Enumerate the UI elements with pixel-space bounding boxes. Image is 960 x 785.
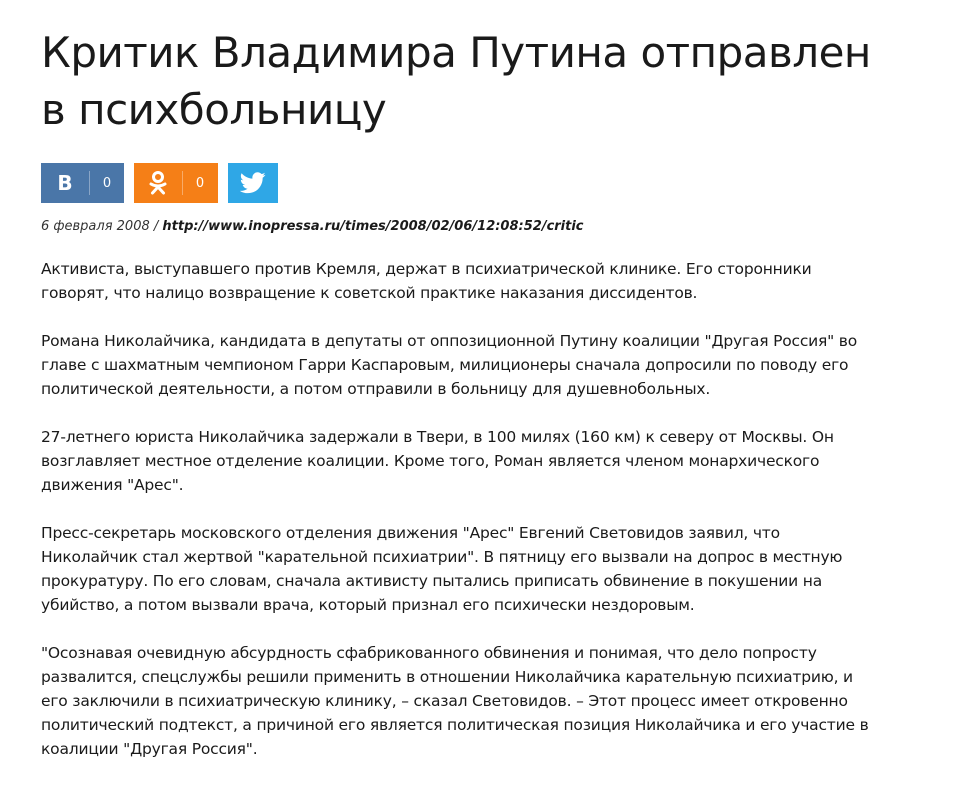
article-body <box>41 257 871 785</box>
vk-share-count: 0 <box>89 171 124 195</box>
meta-separator: / <box>153 219 159 234</box>
article-title: Критик Владимира Путина отправлен в психбольницу <box>41 28 871 134</box>
article <box>41 0 871 758</box>
share-bar <box>41 163 278 203</box>
article-paragraph: 27-летнего юриста Николайчика задержали в Твери, в 100 милях (160 км) к северу от Москвы. Он возглавляет местное отделение коалиции. Кроме того, Роман является членом монархического движения "Арес". <box>41 428 834 494</box>
article-paragraph: "Осознавая очевидную абсурдность сфабрикованного обвинения и понимая, что дело попросту развалится, спецслужбы решили применить в отношении Николайчика карательную психиатрию, и его заключили в психиатрическую клинику, – сказал Световидов. – Этот процесс имеет откровенно политический подтекст, а причиной его является политическая позиция Николайчика и его участие в коалиции "Другая Россия". <box>41 644 869 758</box>
article-date: 6 февраля 2008 <box>41 219 150 234</box>
article-paragraph: Пресс-секретарь московского отделения движения "Арес" Евгений Световидов заявил, что Николайчик стал жертвой "карательной психиатрии". В пятницу его вызвали на допрос в местную прокуратуру. По его словам, сначала активисту пытались приписать обвинение в покушении на убийство, а потом вызвали врача, который признал его психически нездоровым. <box>41 524 843 614</box>
svg-text:В: В <box>57 172 73 194</box>
source-link[interactable]: http://www.inopressa.ru/times/2008/02/06/12:08:52/critic <box>162 219 584 234</box>
odnoklassniki-icon <box>134 163 182 203</box>
twitter-share-button[interactable] <box>228 163 278 203</box>
vk-share-button[interactable] <box>41 163 124 203</box>
odnoklassniki-share-button[interactable] <box>134 163 218 203</box>
vk-icon <box>41 163 89 203</box>
article-meta <box>41 219 584 234</box>
article-paragraph: Романа Николайчика, кандидата в депутаты от оппозиционной Путину коалиции "Другая Россия" во главе с шахматным чемпионом Гарри Каспаровым, милиционеры сначала допросили по поводу его политической деятельности, а потом отправили в больницу для душевнобольных. <box>41 332 858 398</box>
twitter-icon <box>228 163 278 203</box>
odnoklassniki-share-count: 0 <box>182 171 217 195</box>
article-paragraph: Активиста, выступавшего против Кремля, держат в психиатрической клинике. Его сторонники говорят, что налицо возвращение к советской практике наказания диссидентов. <box>41 260 812 302</box>
